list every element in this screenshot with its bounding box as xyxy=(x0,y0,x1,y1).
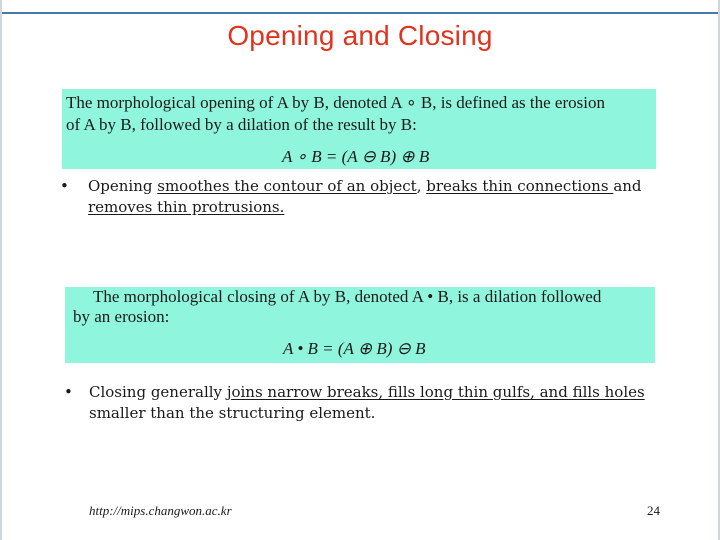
opening-bullet-part-2: smoothes the contour of an object xyxy=(157,177,417,195)
page-number: 24 xyxy=(647,503,660,518)
closing-definition-line-1: The morphological closing of A by B, denoted A • B, is a dilation followed xyxy=(93,287,602,306)
top-border xyxy=(0,0,720,14)
closing-definition-box xyxy=(65,287,655,363)
opening-bullet-part-5: and xyxy=(613,177,642,195)
closing-bullet-part-2: joins narrow breaks, fills long thin gulfs, and fills holes xyxy=(226,383,645,401)
opening-definition-box xyxy=(62,89,656,169)
closing-definition-line-2: by an erosion: xyxy=(73,307,170,326)
opening-bullet-text xyxy=(88,176,668,218)
opening-definition-line-1: The morphological opening of A by B, denoted A ∘ B, is defined as the erosion xyxy=(66,93,605,112)
opening-bullet-part-4: breaks thin connections xyxy=(426,177,614,195)
opening-definition-line-2: of A by B, followed by a dilation of the result by B: xyxy=(66,115,417,134)
closing-bullet-text xyxy=(89,382,669,424)
opening-bullet-part-1: Opening xyxy=(88,177,158,195)
bullet-marker: • xyxy=(60,177,69,195)
closing-bullet xyxy=(64,382,684,426)
opening-bullet-part-3: , xyxy=(416,177,427,195)
slide-title: Opening and Closing xyxy=(227,20,493,51)
closing-bullet-part-1: Closing generally xyxy=(89,383,227,401)
opening-bullet-part-6: removes thin protrusions. xyxy=(88,198,285,216)
closing-bullet-part-3: smaller than the structuring element. xyxy=(89,404,376,422)
left-border xyxy=(0,0,2,540)
opening-bullet xyxy=(60,176,680,220)
opening-formula: A ∘ B = (A ⊖ B) ⊕ B xyxy=(282,147,430,166)
bullet-marker: • xyxy=(64,383,73,401)
closing-formula: A • B = (A ⊕ B) ⊖ B xyxy=(283,339,426,358)
footer-url: http://mips.changwon.ac.kr xyxy=(89,503,232,518)
